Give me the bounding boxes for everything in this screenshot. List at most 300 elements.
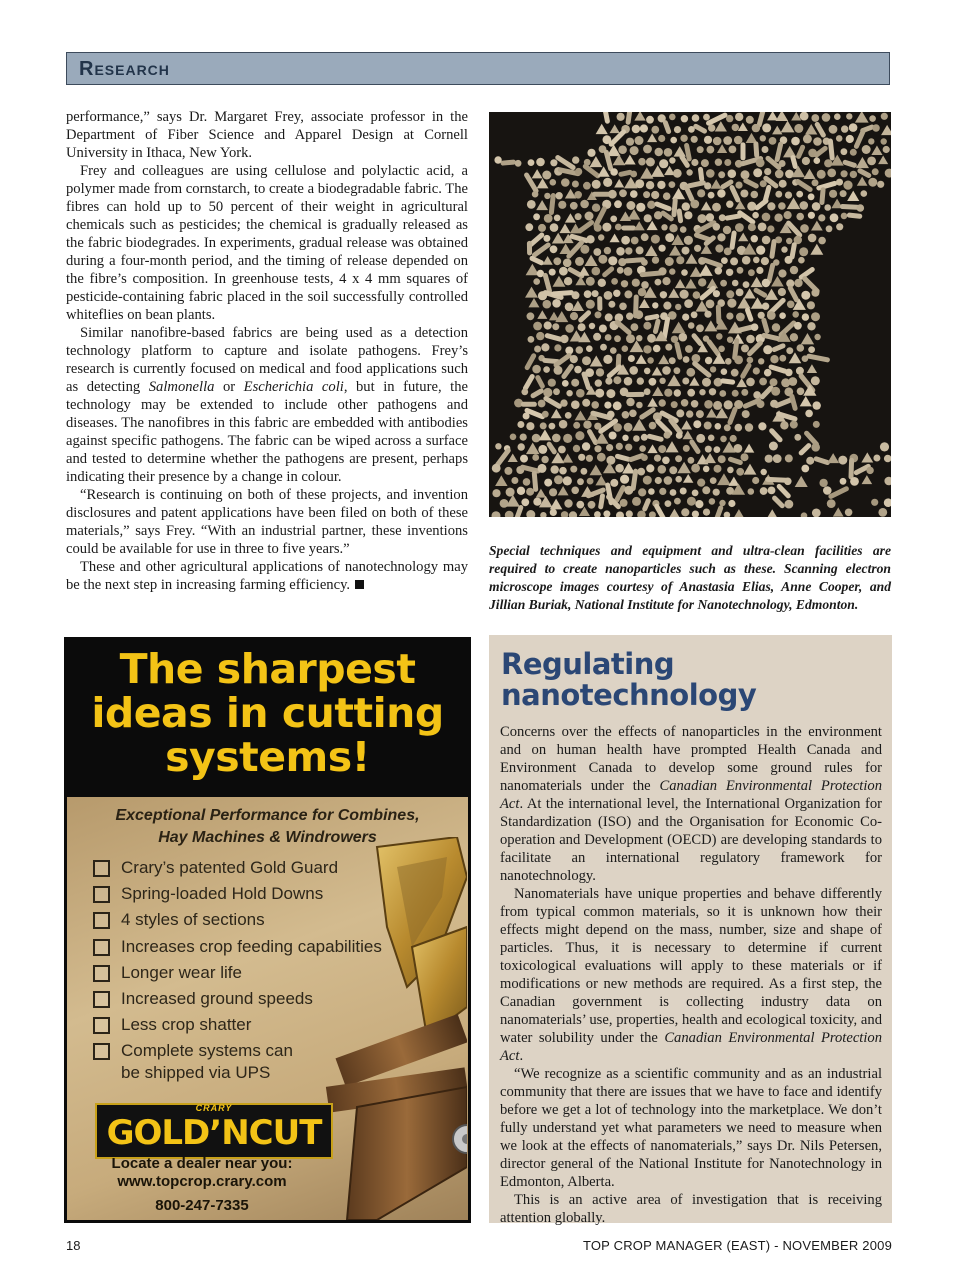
nanoparticle-shape [849, 123, 858, 132]
nanoparticle-shape [827, 169, 836, 178]
text-run: Nanomaterials have unique properties and behave differently from typical common materials, so it is unknown how their effects might depend on the mass, number, size and shape of particles. Thus, it is necessary to determine if current toxicological evaluations will apply to these materials or if modifications or new methods are required. As a first step, the Canadian government is collecting industry data on nanomaterials’ use, properties, health and ecological toxicity, and water solubility under the [500, 886, 882, 1046]
nanoparticle-shape [598, 279, 606, 287]
nanoparticle-shape [762, 123, 771, 132]
nanoparticle-shape [814, 157, 821, 164]
nanoparticle-shape [808, 212, 815, 219]
nanoparticle-shape [800, 224, 809, 233]
nanoparticle-shape [515, 160, 522, 167]
nanoparticle-shape [801, 291, 810, 300]
nanoparticle-shape [674, 498, 681, 505]
nanoparticle-shape [538, 400, 546, 408]
nanoparticle-shape [622, 435, 628, 441]
nanoparticle-shape [603, 178, 612, 187]
nanoparticle-shape [726, 115, 733, 122]
nanoparticle-shape [669, 157, 675, 163]
nanoparticle-shape [841, 125, 848, 132]
nanoparticle-shape [683, 445, 690, 452]
nanoparticle-shape [583, 182, 591, 190]
nanoparticle-shape [622, 345, 629, 352]
nanoparticle-shape [811, 443, 820, 452]
nanoparticle-shape [570, 466, 577, 473]
nanoparticle-shape [592, 204, 600, 212]
nanoparticle-shape [661, 224, 667, 230]
nanoparticle-shape [778, 288, 786, 296]
nanoparticle-shape [660, 291, 667, 298]
nanoparticle-shape [719, 390, 726, 397]
nanoparticle-shape [712, 203, 721, 212]
nanoparticle-shape [652, 256, 659, 263]
publication-footer: TOP CROP MANAGER (EAST) - NOVEMBER 2009 [582, 1238, 892, 1253]
nanoparticle-shape [586, 235, 594, 243]
nanoparticle-shape [786, 238, 792, 244]
nanoparticle-shape [675, 304, 681, 310]
nanoparticle-shape [682, 202, 690, 210]
nanoparticle-shape [583, 421, 591, 429]
nanoparticle-shape [869, 115, 876, 122]
nanoparticle-shape [759, 378, 767, 386]
nanoparticle-shape [707, 146, 715, 154]
ad-feature-line: Less crop shatter [121, 1015, 252, 1035]
nanoparticle-shape [632, 279, 640, 287]
nanoparticle-shape [550, 179, 557, 186]
page-number: 18 [66, 1238, 81, 1253]
nanoparticle-shape [704, 400, 713, 409]
nanoparticle-shape [836, 135, 843, 142]
nanoparticle-shape [694, 245, 701, 252]
nanoparticle-shape [626, 398, 634, 406]
nanoparticle-shape [638, 288, 646, 296]
crary-advertisement[interactable] [64, 637, 471, 1223]
nanoparticle-shape [724, 424, 731, 431]
nanoparticle-shape [861, 190, 868, 197]
text-run: . [519, 1048, 524, 1064]
nanoparticle-shape [582, 356, 591, 365]
nanoparticle-shape [559, 467, 567, 475]
nanoparticle-shape [586, 277, 595, 286]
nanoparticle-shape [699, 389, 705, 395]
nanoparticle-shape [850, 171, 857, 178]
nanoparticle-shape [533, 322, 542, 331]
nanoparticle-shape [811, 289, 819, 297]
nanoparticle-shape [873, 455, 880, 462]
nanoparticle-shape [774, 214, 782, 222]
nanoparticle-shape [841, 148, 848, 155]
nanoparticle-shape [813, 401, 821, 409]
nanoparticle-shape [658, 267, 666, 275]
nanoparticle-shape [794, 434, 801, 441]
nanoparticle-shape [543, 366, 550, 373]
nanoparticle-shape [550, 159, 557, 166]
nanoparticle-shape [636, 203, 645, 212]
nanoparticle-shape [646, 158, 655, 167]
nanoparticle-shape [604, 291, 613, 300]
italic-text: Escherichia coli [243, 379, 344, 395]
ad-feature-line: Spring-loaded Hold Downs [121, 884, 324, 904]
nanoparticle-shape [558, 446, 566, 454]
nanoparticle-shape [610, 168, 618, 176]
nanoparticle-shape [643, 191, 650, 198]
nanoparticle-shape [791, 137, 800, 146]
nanoparticle-shape [710, 477, 717, 484]
nanoparticle-shape [674, 126, 681, 133]
nanoparticle-shape [713, 489, 720, 496]
nanoparticle-shape [693, 291, 701, 299]
nanoparticle-shape [713, 401, 722, 410]
nanoparticle-shape [721, 257, 728, 264]
nanoparticle-shape [563, 476, 572, 485]
nanoparticle-shape [571, 379, 579, 387]
nanoparticle-shape [760, 135, 766, 141]
ad-feature-text [121, 857, 338, 879]
nanoparticle-shape [604, 247, 611, 254]
nanoparticle-shape [629, 366, 638, 375]
nanoparticle-shape [506, 488, 515, 497]
nanoparticle-shape [708, 192, 715, 199]
nanoparticle-shape [687, 389, 695, 397]
nanoparticle-shape [654, 455, 661, 462]
nanoparticle-shape [692, 490, 699, 497]
nanoparticle-shape [812, 202, 821, 211]
nanoparticle-shape [796, 213, 804, 221]
nanoparticle-shape [785, 192, 792, 199]
nanoparticle-shape [613, 401, 622, 410]
nanoparticle-shape [728, 169, 737, 178]
nanoparticle-shape [585, 212, 594, 221]
ad-feature-line: Complete systems can [121, 1041, 293, 1061]
nanoparticle-shape [797, 344, 805, 352]
nanoparticle-shape [787, 301, 795, 309]
nanoparticle-shape [662, 457, 670, 465]
nanoparticle-shape [560, 399, 567, 406]
nanoparticle-shape [765, 455, 773, 463]
nanoparticle-shape [728, 500, 735, 507]
nanoparticle-shape [553, 388, 560, 395]
nanoparticle-shape [814, 334, 820, 340]
nanoparticle-shape [703, 509, 710, 516]
nanoparticle-shape [685, 345, 693, 353]
nanoparticle-shape [663, 302, 671, 310]
nanoparticle-shape [706, 300, 715, 309]
nanoparticle-shape [591, 401, 599, 409]
nanoparticle-shape [697, 189, 705, 197]
text-run: These and other agricultural applications of nanotechnology may be the next step in increasing farming efficiency. [66, 559, 468, 593]
nanoparticle-shape [593, 248, 601, 256]
nanoparticle-shape [608, 190, 617, 199]
nanoparticle-shape [735, 223, 744, 232]
nanoparticle-shape [715, 159, 722, 166]
nanoparticle-shape [746, 378, 755, 387]
nanoparticle-shape [676, 256, 684, 264]
nanoparticle-shape [554, 475, 563, 484]
nanoparticle-shape [595, 389, 604, 398]
nanoparticle-shape [609, 432, 617, 440]
nanoparticle-shape [823, 486, 832, 495]
nanoparticle-shape [866, 467, 873, 474]
nanoparticle-shape [523, 478, 531, 486]
nanoparticle-shape [635, 179, 644, 188]
nanoparticle-shape [811, 312, 820, 321]
ad-feature-line: 4 styles of sections [121, 910, 265, 930]
nanoparticle-shape [617, 267, 624, 274]
nanoparticle-shape [683, 356, 690, 363]
nanoparticle-shape [674, 367, 681, 374]
nanoparticle-shape [680, 488, 687, 495]
nanoparticle-shape [626, 334, 635, 343]
nanoparticle-shape [811, 376, 820, 385]
nanoparticle-shape [680, 290, 689, 299]
nanoparticle-shape [540, 422, 547, 429]
nanoparticle-shape [564, 499, 572, 507]
italic-text: Canadian Environmental Protection Act [500, 1030, 883, 1064]
nanoparticle-shape [867, 157, 876, 166]
nanoparticle-shape [630, 146, 639, 155]
nanoparticle-shape [723, 136, 732, 145]
nanoparticle-shape [669, 466, 677, 474]
nanoparticle-shape [602, 223, 611, 232]
nanoparticle-shape [761, 469, 767, 475]
text-run: Concerns over the effects of nanoparticles in the environment and on human health have prompted Health Canada and Environment Canada to develop some ground rules for nanomaterials under the [500, 724, 882, 794]
nanoparticle-shape [764, 168, 771, 175]
nanoparticle-shape [533, 498, 541, 506]
nanoparticle-shape [520, 434, 527, 441]
nanoparticle-shape [638, 158, 646, 166]
nanoparticle-shape [521, 389, 528, 396]
text-run: or [214, 379, 244, 395]
dealer-url-link[interactable]: www.topcrop.crary.com [117, 1173, 287, 1190]
checkbox-icon [93, 912, 110, 929]
nanoparticle-shape [818, 237, 826, 245]
nanoparticle-shape [574, 366, 582, 374]
nanoparticle-shape [812, 509, 821, 518]
ad-feature-text [121, 1014, 251, 1036]
nanoparticle-shape [785, 256, 793, 264]
nanoparticle-shape [735, 182, 742, 189]
nanoparticle-shape [760, 487, 768, 495]
nanoparticle-shape [802, 157, 810, 165]
checkbox-icon [93, 965, 110, 982]
checkbox-icon [93, 860, 110, 877]
nanoparticle-shape [827, 499, 836, 508]
nanoparticle-shape [628, 355, 635, 362]
nanoparticle-shape [706, 169, 715, 178]
nanoparticle-shape [771, 387, 780, 396]
nanoparticle-shape [695, 500, 703, 508]
nanoparticle-shape [747, 357, 754, 364]
nanoparticle-shape [721, 368, 728, 375]
sidebar-title [501, 649, 881, 711]
nanoparticle-shape [566, 390, 572, 396]
ad-feature-text [121, 988, 313, 1010]
ad-headline-line: The sharpest [119, 645, 416, 693]
nanoparticle-shape [794, 322, 802, 330]
nanoparticle-shape [772, 323, 780, 331]
nanoparticle-shape [517, 487, 525, 495]
nanoparticle-shape [659, 159, 668, 168]
nanoparticle-shape [571, 487, 579, 495]
nanoparticle-shape [778, 269, 786, 277]
nanoparticle-shape [770, 355, 778, 363]
nanoparticle-shape [651, 126, 659, 134]
nanoparticle-shape [730, 257, 738, 265]
nanoparticle-shape [730, 435, 737, 442]
nanoparticle-shape [734, 136, 743, 145]
section-title: Research [79, 58, 170, 80]
nanoparticle-shape [551, 465, 559, 473]
nanoparticle-shape [636, 402, 643, 409]
nanoparticle-shape [619, 189, 627, 197]
nanoparticle-shape [632, 497, 641, 506]
nanoparticle-shape [675, 455, 682, 462]
nanoparticle-shape [617, 113, 625, 121]
nanoparticle-shape [533, 278, 540, 285]
ad-headline [64, 647, 471, 779]
nanoparticle-shape [713, 137, 722, 146]
nanoparticle-shape [681, 399, 689, 407]
nanoparticle-shape [593, 333, 601, 341]
nanoparticle-shape [561, 178, 570, 187]
nanoparticle-shape [598, 255, 607, 264]
logo-brand-main: GOLD’NCUT [106, 1113, 322, 1153]
nanoparticle-shape [586, 300, 595, 309]
nanoparticle-shape [790, 333, 798, 341]
sidebar-body [500, 723, 882, 1227]
nanoparticle-shape [734, 444, 743, 453]
nanoparticle-shape [761, 257, 769, 265]
nanoparticle-shape [808, 346, 815, 353]
nanoparticle-shape [868, 138, 874, 144]
left-paragraph [66, 558, 468, 594]
nanoparticle-shape [572, 156, 579, 163]
nanoparticle-shape [638, 488, 646, 496]
nanoparticle-shape [762, 303, 769, 310]
ad-feature-line: Increased ground speeds [121, 988, 313, 1008]
nanoparticle-shape [651, 235, 660, 244]
nanoparticle-shape [542, 171, 551, 180]
nanoparticle-shape [768, 487, 776, 495]
nanoparticle-shape [520, 455, 528, 463]
nanoparticle-shape [595, 379, 602, 386]
nanoparticle-shape [746, 116, 754, 124]
nanoparticle-shape [732, 280, 739, 287]
nanoparticle-shape [552, 323, 559, 330]
nanoparticle-shape [691, 311, 698, 318]
nanoparticle-shape [790, 266, 798, 274]
nanoparticle-shape [635, 136, 644, 145]
nanoparticle-shape [624, 377, 633, 386]
nanoparticle-shape [622, 411, 630, 419]
nanoparticle-shape [704, 422, 712, 430]
checkbox-icon [93, 1043, 110, 1060]
italic-text: Canadian Environmental Protection Act [500, 778, 882, 812]
nanoparticle-shape [521, 498, 529, 506]
checkbox-icon [93, 991, 110, 1008]
nanoparticle-shape [718, 455, 726, 463]
nanoparticle-shape [626, 201, 635, 210]
nanoparticle-shape [800, 112, 809, 121]
nanoparticle-shape [532, 365, 541, 374]
nanoparticle-shape [664, 389, 672, 397]
nanoparticle-shape [819, 479, 827, 487]
nanoparticle-shape [615, 224, 622, 231]
nanoparticle-shape [857, 204, 865, 212]
nanoparticle-shape [681, 508, 689, 516]
section-header-bar [66, 52, 890, 85]
nanoparticle-shape [659, 488, 666, 495]
nanoparticle-shape [521, 402, 537, 407]
nanoparticle-shape [610, 479, 618, 487]
nanoparticle-shape [526, 488, 534, 496]
nanoparticle-shape [729, 146, 737, 154]
nanoparticle-shape [624, 486, 633, 495]
nanoparticle-shape [769, 137, 777, 145]
nanoparticle-shape [752, 477, 759, 484]
nanoparticle-shape [746, 335, 755, 344]
sidebar-paragraph [500, 1065, 882, 1191]
nanoparticle-shape [713, 223, 721, 231]
nanoparticle-shape [648, 488, 655, 495]
nanoparticle-shape [620, 475, 629, 484]
nanoparticle-shape [548, 379, 556, 387]
nanoparticle-shape [653, 345, 661, 353]
nanoparticle-shape [634, 310, 643, 319]
nanoparticle-shape [714, 446, 721, 453]
nanoparticle-shape [803, 134, 812, 143]
nanoparticle-shape [723, 226, 731, 234]
nanoparticle-shape [575, 431, 584, 440]
nanoparticle-shape [541, 456, 548, 463]
nanoparticle-shape [560, 335, 568, 343]
nanoparticle-shape [732, 390, 739, 397]
nanoparticle-shape [775, 170, 784, 179]
nanoparticle-shape [762, 236, 771, 245]
nanoparticle-shape [643, 322, 651, 330]
nanoparticle-shape [662, 277, 670, 285]
nanoparticle-shape [657, 181, 665, 189]
ad-feature-text [121, 1040, 293, 1084]
checkbox-icon [93, 1017, 110, 1034]
nanoparticle-shape [587, 478, 594, 485]
nanoparticle-shape [692, 114, 700, 122]
nanoparticle-shape [753, 168, 762, 177]
nanoparticle-shape [764, 369, 772, 377]
nanoparticle-shape [703, 466, 710, 473]
nanoparticle-shape [658, 465, 667, 474]
nanoparticle-shape [740, 190, 748, 198]
nanoparticle-shape [575, 168, 582, 175]
nanoparticle-shape [647, 334, 656, 343]
nanoparticle-shape [624, 290, 632, 298]
nanoparticle-shape [824, 204, 831, 211]
nanoparticle-shape [532, 191, 539, 198]
nanoparticle-shape [779, 312, 786, 319]
nanoparticle-shape [646, 116, 654, 124]
nanoparticle-shape [735, 424, 743, 432]
article-end-square-icon [355, 580, 364, 589]
checkbox-icon [93, 886, 110, 903]
ad-feature-line: Crary’s patented Gold Guard [121, 858, 339, 877]
nanoparticle-shape [829, 125, 838, 134]
text-run: . At the international level, the International Organization for Standardization (ISO) and the Organisation for Economic Co-operation and Development (OECD) are developing standards to facilitate an international regulatory framework for nanotechnology. [500, 796, 882, 884]
nanoparticle-shape [745, 423, 753, 431]
nanoparticle-shape [741, 142, 746, 160]
nanoparticle-shape [538, 224, 546, 232]
nanoparticle-shape [843, 181, 852, 190]
nanoparticle-shape [698, 214, 707, 223]
nanoparticle-shape [636, 335, 642, 341]
nanoparticle-shape [518, 443, 525, 450]
nanoparticle-shape [779, 160, 786, 167]
nanoparticle-shape [608, 256, 617, 265]
